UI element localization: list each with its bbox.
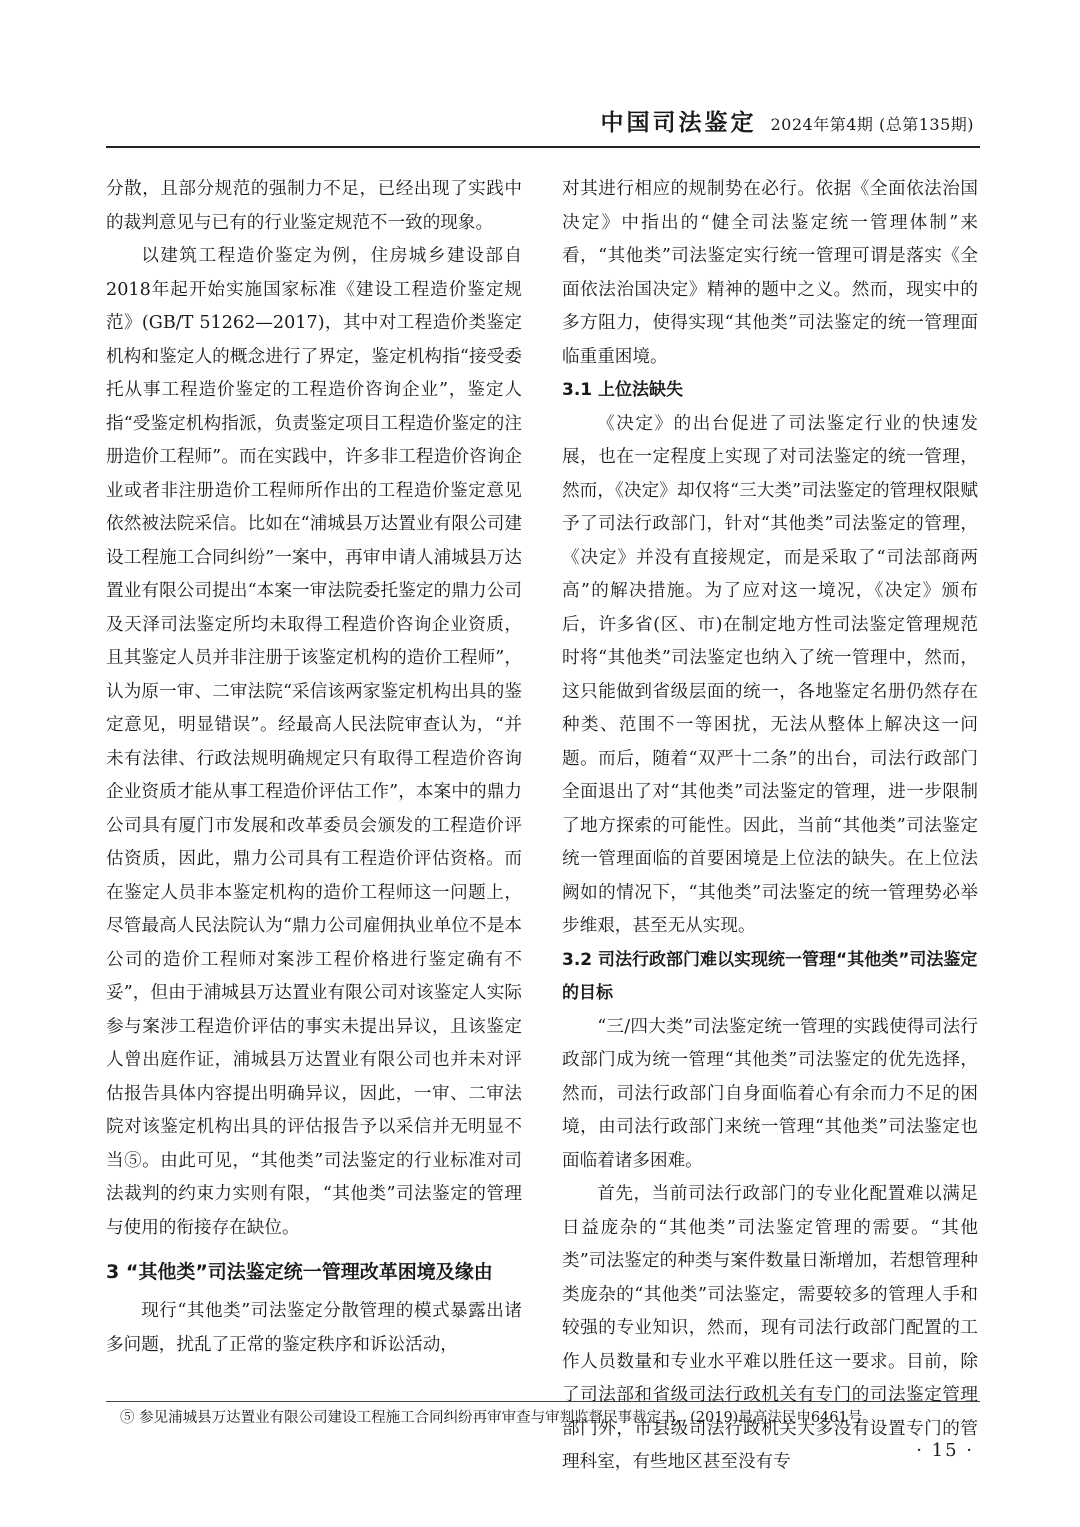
footnote: ⑤ 参见浦城县万达置业有限公司建设工程施工合同纠纷再审审查与审判监督民事裁定书，(2019)最高法民申6461号。 <box>120 1410 877 1426</box>
subsection-3-1-heading: 3.1 上位法缺失 <box>562 380 684 400</box>
paragraph: 分散，且部分规范的强制力不足，已经出现了实践中的裁判意见与已有的行业鉴定规范不一致的现象。 <box>106 179 522 233</box>
paragraph: 对其进行相应的规制势在必行。依据《全面依法治国决定》中指出的“健全司法鉴定统一管理体制”来看，“其他类”司法鉴定实行统一管理可谓是落实《全面依法治国决定》精神的题中之义。然而，现实中的多方阻力，使得实现“其他类”司法鉴定的统一管理面临重重困境。 <box>562 179 978 367</box>
footnote-rule <box>106 1401 980 1402</box>
page-number: · 15 · <box>916 1440 974 1461</box>
header-rule <box>106 146 980 148</box>
section-3-heading: 3 “其他类”司法鉴定统一管理改革困境及缘由 <box>106 1261 493 1283</box>
paragraph: 首先，当前司法行政部门的专业化配置难以满足日益庞杂的“其他类”司法鉴定管理的需要。“其他类”司法鉴定的种类与案件数量日渐增加，若想管理种类庞杂的“其他类”司法鉴定，需要较多的管理人手和较强的专业知识，然而，现有司法行政部门配置的工作人员数量和专业水平难以胜任这一要求。目前，除了司法部和省级司法行政机关有专门的司法鉴定管理部门外，市县级司法行政机关大多没有设置专门的管理科室，有些地区甚至没有专 <box>562 1184 978 1472</box>
right-column <box>562 173 978 1480</box>
paragraph: 以建筑工程造价鉴定为例，住房城乡建设部自2018年起开始实施国家标准《建设工程造价鉴定规范》(GB/T 51262—2017)，其中对工程造价类鉴定机构和鉴定人的概念进行了界定，鉴定机构指“接受委托从事工程造价鉴定的工程造价咨询企业”，鉴定人指“受鉴定机构指派，负责鉴定项目工程造价鉴定的注册造价工程师”。而在实践中，许多非工程造价咨询企业或者非注册造价工程师所作出的工程造价鉴定意见依然被法院采信。比如在“浦城县万达置业有限公司建设工程施工合同纠纷”一案中，再审申请人浦城县万达置业有限公司提出“本案一审法院委托鉴定的鼎力公司及天泽司法鉴定所均未取得工程造价咨询企业资质，且其鉴定人员并非注册于该鉴定机构的造价工程师”，认为原一审、二审法院“采信该两家鉴定机构出具的鉴定意见，明显错误”。经最高人民法院审查认为，“并未有法律、行政法规明确规定只有取得工程造价咨询企业资质才能从事工程造价评估工作”，本案中的鼎力公司具有厦门市发展和改革委员会颁发的工程造价评估资质，因此，鼎力公司具有工程造价评估资格。而在鉴定人员非本鉴定机构的造价工程师这一问题上，尽管最高人民法院认为“鼎力公司雇佣执业单位不是本公司的造价工程师对案涉工程价格进行鉴定确有不妥”，但由于浦城县万达置业有限公司对该鉴定人实际参与案涉工程造价评估的事实未提出异议，且该鉴定人曾出庭作证，浦城县万达置业有限公司也并未对评估报告具体内容提出明确异议，因此，一审、二审法院对该鉴定机构出具的评估报告予以采信并无明显不当⑤。由此可见，“其他类”司法鉴定的行业标准对司法裁判的约束力实则有限，“其他类”司法鉴定的管理与使用的衔接存在缺位。 <box>106 246 522 1238</box>
paragraph: 《决定》的出台促进了司法鉴定行业的快速发展，也在一定程度上实现了对司法鉴定的统一管理，然而，《决定》却仅将“三大类”司法鉴定的管理权限赋予了司法行政部门，针对“其他类”司法鉴定的管理，《决定》并没有直接规定，而是采取了“司法部商两高”的解决措施。为了应对这一境况，《决定》颁布后，许多省(区、市)在制定地方性司法鉴定管理规范时将“其他类”司法鉴定也纳入了统一管理中，然而，这只能做到省级层面的统一，各地鉴定名册仍然存在种类、范围不一等困扰，无法从整体上解决这一问题。而后，随着“双严十二条”的出台，司法行政部门全面退出了对“其他类”司法鉴定的管理，进一步限制了地方探索的可能性。因此，当前“其他类”司法鉴定统一管理面临的首要困境是上位法的缺失。在上位法阙如的情况下，“其他类”司法鉴定的统一管理势必举步维艰，甚至无从实现。 <box>562 413 978 936</box>
issue-info: 2024年第4期 (总第135期) <box>770 115 974 134</box>
paragraph: “三/四大类”司法鉴定统一管理的实践使得司法行政部门成为统一管理“其他类”司法鉴定的优先选择，然而，司法行政部门自身面临着心有余而力不足的困境，由司法行政部门来统一管理“其他类”司法鉴定也面临着诸多困难。 <box>562 1016 978 1171</box>
subsection-3-2-heading: 3.2 司法行政部门难以实现统一管理“其他类”司法鉴定的目标 <box>562 949 978 1003</box>
paragraph: 现行“其他类”司法鉴定分散管理的模式暴露出诸多问题，扰乱了正常的鉴定秩序和诉讼活动， <box>106 1301 522 1355</box>
journal-name: 中国司法鉴定 <box>600 110 757 136</box>
running-header <box>600 104 974 134</box>
left-column <box>106 173 522 1362</box>
